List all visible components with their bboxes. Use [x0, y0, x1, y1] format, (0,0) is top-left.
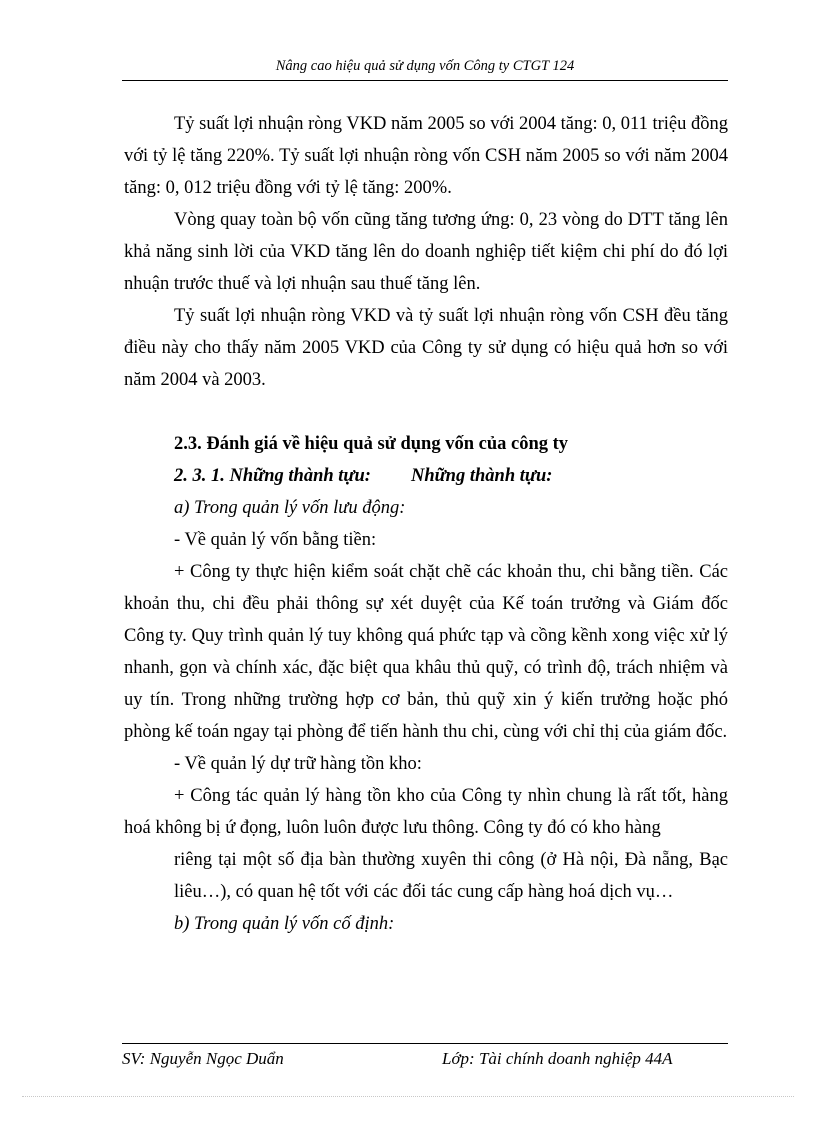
- document-body: [124, 108, 728, 940]
- section-heading-2-3: 2.3. Đánh giá về hiệu quả sử dụng vốn của công ty: [174, 434, 569, 454]
- footer-class-name: Lớp: Tài chính doanh nghiệp 44A: [442, 1049, 673, 1068]
- paragraph-warehouses: riêng tại một số địa bàn thường xuyên thi công (ở Hà nội, Đà nẵng, Bạc liêu…), có quan hệ tốt với các đối tác cung cấp hàng hoá dịch vụ…: [174, 850, 728, 902]
- subsection-title: Những thành tựu:: [410, 466, 553, 486]
- subsection-heading-2-3-1: [124, 460, 728, 492]
- paragraph-net-profit-ratio: Tỷ suất lợi nhuận ròng VKD năm 2005 so với 2004 tăng: 0, 011 triệu đồng với tỷ lệ tăng 220%. Tỷ suất lợi nhuận ròng vốn CSH năm 2005 so với năm 2004 tăng: 0, 012 triệu đồng với tỷ lệ tăng: 200%.: [124, 114, 728, 198]
- subsection-number: 2. 3. 1. Những thành tựu:: [174, 466, 371, 486]
- footer-student-name: SV: Nguyễn Ngọc Duẩn: [122, 1049, 284, 1068]
- list-item-inventory-management: - Về quản lý dự trữ hàng tồn kho:: [174, 754, 422, 774]
- spacer: [124, 396, 728, 428]
- paragraph-inventory: + Công tác quản lý hàng tồn kho của Công ty nhìn chung là rất tốt, hàng hoá không bị ứ đọng, luôn luôn được lưu thông. Công ty đó có kho hàng: [124, 786, 728, 838]
- page-footer: [122, 1043, 728, 1068]
- item-heading-fixed-capital: b) Trong quản lý vốn cố định:: [174, 914, 395, 934]
- paragraph-cash-control: + Công ty thực hiện kiểm soát chặt chẽ các khoản thu, chi bằng tiền. Các khoản thu, chi đều phải thông sự xét duyệt của Kế toán trưởng và Giám đốc Công ty. Quy trình quản lý tuy không quá phức tạp và cồng kềnh xong việc xử lý nhanh, gọn và chính xác, đặc biệt qua khâu thủ quỹ, có trình độ, trách nhiệm và uy tín. Trong những trường hợp cơ bản, thủ quỹ xin ý kiến trưởng hoặc phó phòng kế toán ngay tại phòng để tiến hành thu chi, cùng với chỉ thị của giám đốc.: [124, 562, 728, 742]
- paragraph-capital-turnover: Vòng quay toàn bộ vốn cũng tăng tương ứng: 0, 23 vòng do DTT tăng lên khả năng sinh lời của VKD tăng lên do doanh nghiệp tiết kiệm chi phí do đó lợi nhuận trước thuế và lợi nhuận sau thuế tăng lên.: [124, 210, 728, 294]
- page-bottom-dotted-line: [22, 1096, 794, 1097]
- item-heading-working-capital: a) Trong quản lý vốn lưu động:: [174, 498, 406, 518]
- list-item-cash-management: - Về quản lý vốn bằng tiền:: [174, 530, 377, 550]
- page-header: [122, 54, 728, 81]
- paragraph-efficiency-conclusion: Tỷ suất lợi nhuận ròng VKD và tỷ suất lợi nhuận ròng vốn CSH đều tăng điều này cho thấy năm 2005 VKD của Công ty sử dụng có hiệu quả hơn so với năm 2004 và 2003.: [124, 306, 728, 390]
- header-title: Nâng cao hiệu quả sử dụng vốn Công ty CTGT 124: [275, 58, 575, 74]
